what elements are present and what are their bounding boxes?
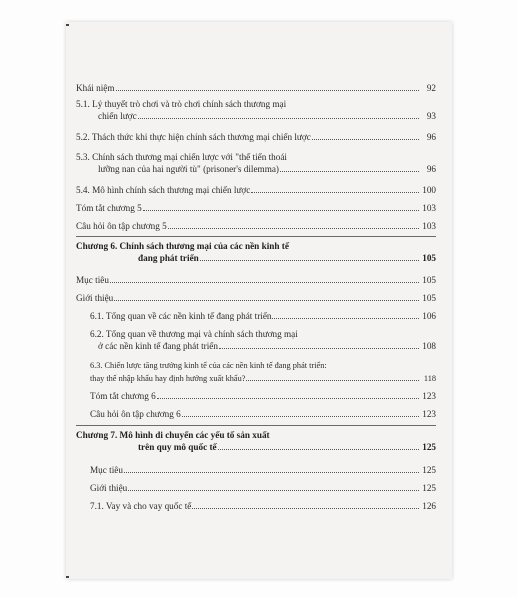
toc-entry-page: 103 bbox=[422, 221, 436, 231]
toc-entry-continuation: thay thế nhập khẩu hay định hướng xuất khẩu? bbox=[90, 374, 246, 383]
toc-entry-title: Chương 6. Chính sách thương mại của các nền kinh tế bbox=[76, 241, 289, 251]
toc-entry-title: 6.3. Chiến lược tăng trưởng kinh tế của các nền kinh tế đang phát triển: bbox=[90, 361, 327, 370]
leader-dots bbox=[114, 292, 419, 301]
toc-entry-page: 125 bbox=[422, 483, 436, 493]
toc-entry-page: 105 bbox=[422, 293, 436, 303]
leader-dots bbox=[110, 274, 419, 283]
toc-entry-continuation: ở các nền kinh tế đang phát triển bbox=[98, 341, 218, 351]
toc-entry-title: 6.1. Tổng quan về các nền kinh tế đang phát triển bbox=[90, 311, 272, 321]
toc-entry-page: 96 bbox=[426, 132, 436, 142]
toc-entry-page: 92 bbox=[426, 83, 436, 93]
leader-dots bbox=[280, 163, 419, 172]
leader-dots bbox=[218, 441, 419, 450]
leader-dots bbox=[312, 131, 419, 140]
toc-entry-page: 123 bbox=[422, 391, 436, 401]
toc-entry-title: Tóm tắt chương 6 bbox=[90, 391, 156, 401]
toc-entry-title: 5.1. Lý thuyết trò chơi và trò chơi chính sách thương mại bbox=[76, 99, 287, 109]
leader-dots bbox=[192, 500, 419, 509]
toc-entry bbox=[76, 292, 436, 304]
toc-entry-page: 125 bbox=[422, 465, 436, 475]
toc-entry-continuation: chiến lược bbox=[98, 111, 137, 121]
toc-entry-page: 123 bbox=[422, 409, 436, 419]
toc-entry-title: 5.2. Thách thức khi thực hiện chính sách thương mại chiến lược bbox=[76, 132, 311, 142]
toc-entry-page: 100 bbox=[422, 185, 436, 195]
toc-entry-continuation: lưỡng nan của hai người tù" (prisoner's dilemma) bbox=[98, 164, 279, 174]
page-edge-mark-top bbox=[66, 24, 69, 26]
toc-entry-title: 5.4. Mô hình chính sách thương mại chiến lược bbox=[76, 185, 251, 195]
toc-entry bbox=[76, 464, 436, 476]
toc-entry-title: Giới thiệu bbox=[76, 293, 114, 303]
leader-dots bbox=[168, 220, 419, 229]
toc-entry bbox=[76, 220, 436, 232]
leader-dots bbox=[182, 408, 419, 417]
leader-dots bbox=[143, 202, 419, 211]
toc-entry bbox=[76, 310, 436, 322]
toc-entry-page: 103 bbox=[422, 203, 436, 213]
toc-entry-continuation: trên quy mô quốc tế bbox=[138, 442, 217, 452]
toc-entry-title: Câu hỏi ôn tập chương 6 bbox=[90, 409, 181, 419]
toc-entry-page: 118 bbox=[423, 374, 436, 383]
toc-entry-title: Câu hỏi ôn tập chương 5 bbox=[76, 221, 167, 231]
toc-entry-page: 105 bbox=[422, 275, 436, 285]
toc-entry bbox=[76, 274, 436, 286]
leader-dots bbox=[157, 390, 419, 399]
toc-chapter-heading bbox=[76, 429, 436, 453]
leader-dots bbox=[219, 340, 419, 349]
toc-entry bbox=[76, 184, 436, 196]
toc-entry-title: Tóm tắt chương 5 bbox=[76, 203, 142, 213]
toc-entry-title: Chương 7. Mô hình di chuyển các yếu tố sản xuất bbox=[76, 430, 270, 440]
toc-entry-page: 108 bbox=[422, 341, 436, 351]
toc-entry bbox=[76, 360, 436, 385]
toc-entry-title: 5.3. Chính sách thương mại chiến lược với "thế tiến thoái bbox=[76, 152, 287, 162]
toc-entry-page: 93 bbox=[426, 111, 436, 121]
toc-entry bbox=[76, 390, 436, 402]
toc-entry bbox=[76, 500, 436, 512]
page-edge-mark-bottom bbox=[66, 576, 69, 578]
toc-entry-title: Khái niệm bbox=[76, 83, 115, 93]
toc-entry bbox=[76, 82, 436, 94]
toc-entry-page: 126 bbox=[422, 501, 436, 511]
toc-entry bbox=[76, 408, 436, 420]
toc-chapter-heading bbox=[76, 240, 436, 264]
toc-entry bbox=[76, 482, 436, 494]
toc-entry-page: 96 bbox=[426, 164, 436, 174]
toc-entry-continuation: đang phát triển bbox=[138, 253, 199, 263]
leader-dots bbox=[200, 252, 419, 261]
toc-entry bbox=[76, 98, 436, 122]
leader-dots bbox=[128, 482, 419, 491]
section-divider bbox=[76, 236, 436, 237]
toc-entry bbox=[76, 328, 436, 352]
toc-entry-title: Giới thiệu bbox=[90, 483, 128, 493]
section-divider bbox=[76, 425, 436, 426]
toc-entry-title: 6.2. Tổng quan về thương mại và chính sách thương mại bbox=[90, 329, 298, 339]
book-page bbox=[66, 22, 452, 579]
toc-entry-page: 125 bbox=[422, 442, 436, 452]
leader-dots bbox=[246, 372, 419, 381]
toc-entry-title: Mục tiêu bbox=[76, 275, 109, 285]
leader-dots bbox=[138, 110, 419, 119]
toc-entry-title: Mục tiêu bbox=[90, 465, 123, 475]
leader-dots bbox=[251, 184, 419, 193]
leader-dots bbox=[116, 82, 419, 91]
toc-entry-page: 105 bbox=[422, 253, 436, 263]
toc-entry bbox=[76, 131, 436, 143]
toc-entry-page: 106 bbox=[422, 311, 436, 321]
leader-dots bbox=[124, 464, 419, 473]
toc-entry-title: 7.1. Vay và cho vay quốc tế bbox=[90, 501, 192, 511]
toc-entry bbox=[76, 202, 436, 214]
leader-dots bbox=[272, 310, 419, 319]
toc-entry bbox=[76, 151, 436, 175]
